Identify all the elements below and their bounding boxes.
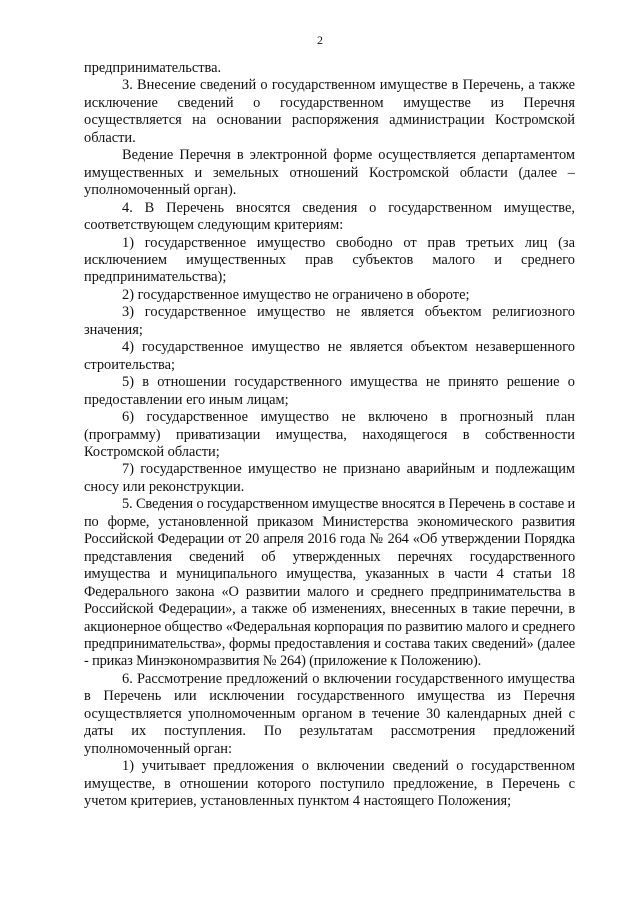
paragraph-item-6: 6. Рассмотрение предложений о включении государственного имущества в Перечень или исключении государственного имущества из Перечня осуществляется уполномоченным органом в течение 30 календарных дней с даты их поступления. По результатам рассмотрения предложений уполномоченный орган:	[84, 670, 575, 757]
criterion-1: 1) государственное имущество свободно от прав третьих лиц (за исключением имущественных прав субъектов малого и среднего предпринимательства);	[84, 234, 575, 286]
criterion-3: 3) государственное имущество не является объектом религиозного значения;	[84, 304, 575, 338]
paragraph-continuation: предпринимательства.	[84, 60, 222, 76]
page-number: 2	[317, 33, 323, 47]
paragraph-item-5: 5. Сведения о государственном имуществе вносятся в Перечень в составе и по форме, установленной приказом Министерства экономического развития Российской Федерации от 20 апреля 2016 года № 264 «Об утверждении Порядка представления сведений об утвержденных перечнях государственного имущества и муниципального имущества, указанных в части 4 статьи 18 Федерального закона «О развитии малого и среднего предпринимательства в Российской Федерации», а также об изменениях, внесенных в такие перечни, в акционерное общество «Федеральная корпорация по развитию малого и среднего предпринимательства», формы предоставления и состава таких сведений» (далее - приказ Минэкономразвития № 264) (приложение к Положению).	[84, 496, 575, 670]
criterion-2: 2) государственное имущество не ограничено в обороте;	[122, 286, 470, 303]
criterion-5: 5) в отношении государственного имущества не принято решение о предоставлении его иным лицам;	[84, 374, 575, 408]
paragraph-item-4: 4. В Перечень вносятся сведения о государственном имуществе, соответствующем следующим критериям:	[84, 199, 575, 234]
criterion-6: 6) государственное имущество не включено в прогнозный план (программу) приватизации имущества, находящегося в собственности Костромской области;	[84, 409, 575, 460]
criterion-7: 7) государственное имущество не признано аварийным и подлежащим сносу или реконструкции.	[84, 461, 575, 495]
subitem-1: 1) учитывает предложения о включении сведений о государственном имуществе, в отношении которого поступило предложение, в Перечень с учетом критериев, установленных пунктом 4 настоящего Положения;	[84, 758, 575, 810]
paragraph-item-3: 3. Внесение сведений о государственном имуществе в Перечень, а также исключение сведений о государственном имуществе из Перечня осуществляется на основании распоряжения администрации Костромской области.	[84, 77, 575, 146]
criterion-4: 4) государственное имущество не является объектом незавершенного строительства;	[84, 339, 575, 373]
paragraph-electronic-form: Ведение Перечня в электронной форме осуществляется департаментом имущественных и земельных отношений Костромской области (далее – уполномоченный орган).	[84, 147, 575, 199]
document-body	[84, 60, 575, 810]
